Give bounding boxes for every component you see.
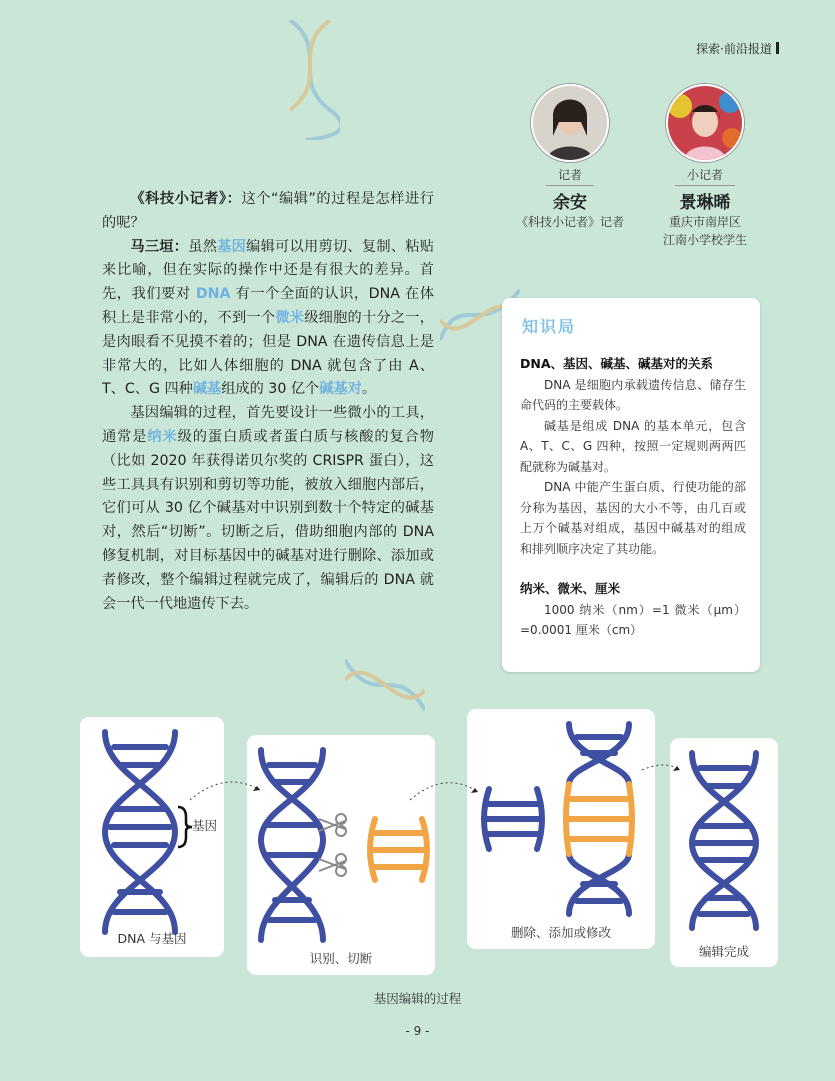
keyword: 纳米: [147, 428, 178, 445]
text-run: 级细胞的十分之一，是肉眼看不见摸不着的；但是 DNA 在遗传信息上是非常大的，比如人体细胞的 DNA 就包含了由 A、T、C、G 四种: [102, 309, 434, 398]
gene-label: 基因: [192, 818, 218, 833]
keyword: 碱基对: [319, 381, 362, 398]
text-run: 编辑可以用剪切、复制、粘贴来比喻，但在实际的操作中还是有很大的差异。首先，我们要对: [102, 238, 434, 303]
caption-modify: 删除、添加或修改: [510, 925, 611, 940]
caption-dna-gene: DNA 与基因: [117, 931, 187, 946]
caption-done: 编辑完成: [698, 944, 749, 959]
question-speaker: 《科技小记者》：: [130, 191, 242, 207]
junior-reporter-desc-1: 重庆市南岸区: [668, 215, 741, 229]
knowledge-s1-para: DNA 中能产生蛋白质、行使功能的部分称为基因，基因的大小不等，由几百或上万个碱基对组成，基因中碱基对的组成和排列顺序决定了其功能。: [520, 480, 746, 556]
answer-speaker: 马三垣：: [130, 238, 189, 255]
arrow-head-icon: [253, 786, 260, 791]
text-run: 级的蛋白质或者蛋白质与核酸的复合物（比如 2020 年获得诺贝尔奖的 CRISPR 蛋白），这些工具具有识别和剪切等功能，被放入细胞内部后，它们可从 30 亿个碱基对中识别到数十个特定的碱基对，然后“切断”。切断之后，借助细胞内部的 DNA 修复机制，对目标基因中的碱基对进行删除、添加或者修改，整个编辑过程就完成了，编辑后的 DNA 就会一代一代地遗传下去。: [102, 428, 434, 612]
knowledge-section-1-title: DNA、基因、碱基、碱基对的关系: [520, 354, 713, 375]
question-text: 这个“编辑”的过程是怎样进行的呢？: [102, 191, 435, 231]
keyword: DNA: [195, 286, 231, 303]
reporter-role: 记者: [546, 166, 594, 186]
knowledge-s1-para: 碱基是组成 DNA 的基本单元，包含 A、T、C、G 四种，按照一定规则两两匹配就称为碱基对。: [520, 418, 746, 474]
figure-title: 基因编辑的过程: [373, 991, 462, 1006]
reporter-desc: 《科技小记者》记者: [515, 215, 624, 229]
junior-reporter-name: 景琳晞: [679, 193, 731, 213]
text-run: 组成的 30 亿个: [221, 381, 320, 398]
keyword: 微米: [275, 309, 305, 326]
knowledge-s2-para: 1000 纳米（nm）=1 微米（μm）=0.0001 厘米（cm）: [520, 602, 746, 637]
junior-reporter-role: 小记者: [675, 166, 735, 186]
text-run: 。: [361, 381, 377, 398]
knowledge-section-2-title: 纳米、微米、厘米: [520, 579, 620, 600]
junior-reporter-desc-2: 江南小学校学生: [662, 233, 747, 247]
text-run: 虽然: [188, 238, 218, 255]
knowledge-s1-para: DNA 是细胞内承载遗传信息、储存生命代码的主要载体。: [520, 377, 746, 412]
reporter-name: 余安: [553, 193, 587, 213]
section-tag: 探索·前沿报道: [696, 40, 779, 57]
knowledge-box-title: 知识局: [522, 317, 577, 336]
arrow-head-icon: [673, 766, 680, 771]
caption-recognize-cut: 识别、切断: [309, 951, 373, 966]
text-run: 基因编辑的过程，首先要设计一些微小的工具，通常是: [102, 405, 434, 445]
keyword: 基因: [217, 238, 247, 255]
page-number: - 9 -: [405, 1024, 430, 1038]
arrow-head-icon: [471, 788, 478, 793]
keyword: 碱基: [192, 381, 222, 398]
text-run: 有一个全面的认识，DNA 在体积上是非常小的，不到一个: [102, 286, 435, 326]
